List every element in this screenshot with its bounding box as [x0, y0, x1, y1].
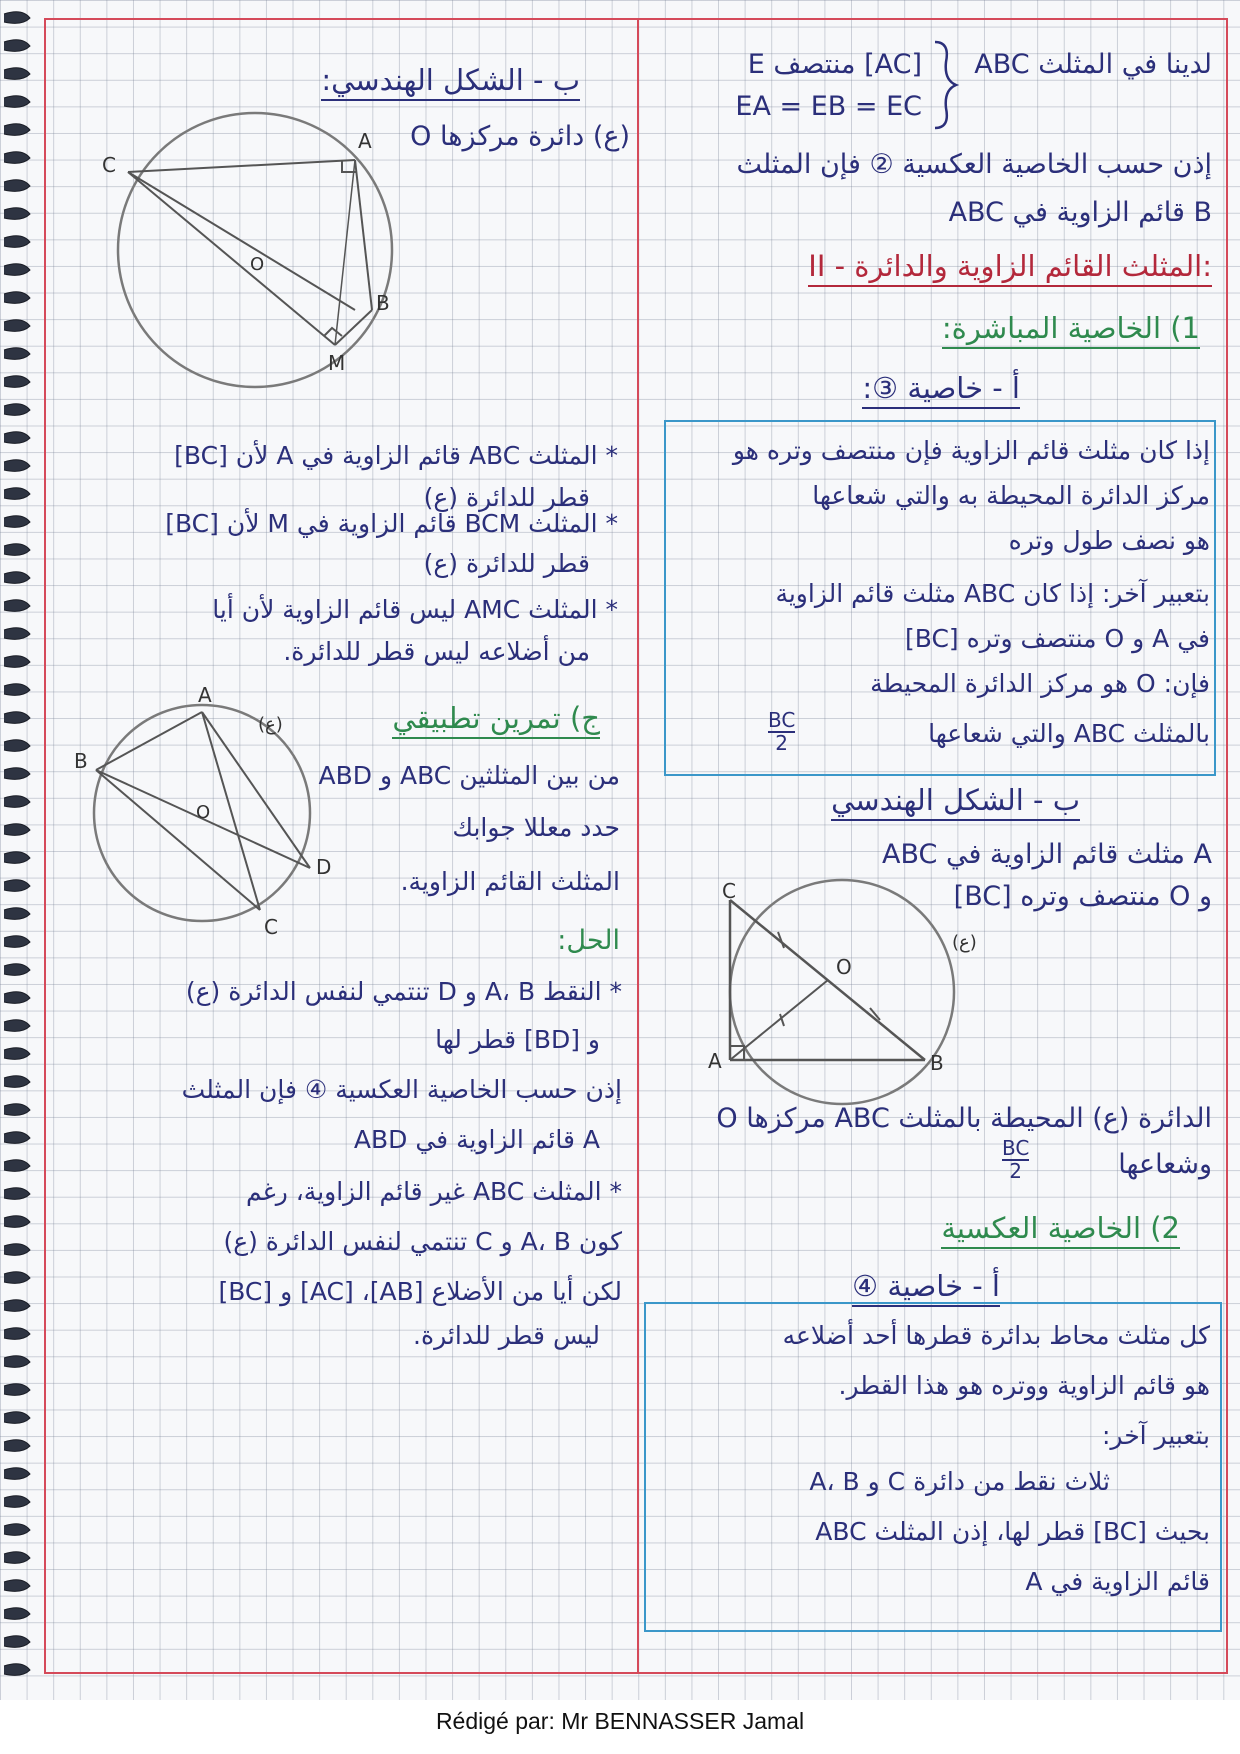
section-2-title: [808, 248, 1212, 284]
spiral-ring: [4, 208, 30, 220]
fig1-label-c: C: [102, 153, 116, 177]
spiral-ring: [4, 712, 30, 724]
box1-line-5: في A و O منتصف وتره [BC]: [904, 624, 1210, 653]
fig2-label-o: O: [196, 802, 211, 823]
fig2-label-c: C: [264, 915, 278, 939]
spiral-ring: [4, 152, 30, 164]
margin-top: [44, 18, 1228, 20]
spiral-ring: [4, 376, 30, 388]
vertex-b-label: B: [930, 1051, 944, 1075]
box1-line-1: إذا كان مثلث قائم الزاوية فإن منتصف وتره هو: [732, 436, 1210, 465]
left-note-2-line-1: * المثلث BCM قائم الزاوية في M لأن [BC]: [165, 509, 618, 538]
spiral-ring: [4, 1580, 30, 1592]
intro-line-3: ABC قائم الزاوية في B: [948, 197, 1212, 228]
spiral-ring: [4, 964, 30, 976]
sub-2-title: [941, 1210, 1180, 1246]
spiral-ring: [4, 992, 30, 1004]
side-ca: [128, 160, 355, 172]
spiral-ring: [4, 1356, 30, 1368]
spiral-ring: [4, 320, 30, 332]
circle-name-label: (ع): [952, 932, 977, 953]
side-ab: [355, 160, 372, 310]
left-circle-figure-1: [102, 100, 410, 390]
left-note-1-line-1: * المثلث ABC قائم الزاوية في A لأن [BC]: [174, 441, 618, 470]
spiral-ring: [4, 432, 30, 444]
solution-title: الحل:: [557, 925, 620, 956]
left-circle-figure-2: [74, 683, 332, 940]
spiral-ring: [4, 740, 30, 752]
box1-line-3: هو نصف طول وتره: [1008, 526, 1210, 555]
solution-line-4: ABD قائم الزاوية في A: [353, 1125, 600, 1154]
margin-bottom: [44, 1672, 1228, 1674]
vertex-c-label: C: [722, 879, 736, 903]
spiral-ring: [4, 600, 30, 612]
box1-fraction-num: BC: [768, 708, 796, 732]
left-note-3-line-1: * المثلث AMC ليس قائم الزاوية لأن أيا: [212, 595, 618, 624]
spiral-ring: [4, 936, 30, 948]
spiral-ring: [4, 852, 30, 864]
spiral-ring: [4, 1636, 30, 1648]
spiral-ring: [4, 460, 30, 472]
vertex-a-label: A: [708, 1049, 722, 1073]
after-figure-2: وشعاعها: [1118, 1149, 1212, 1180]
spiral-ring: [4, 1496, 30, 1508]
right-figure-title: [831, 782, 1080, 818]
left-figure-title: [321, 62, 580, 98]
spiral-ring: [4, 908, 30, 920]
right-figure-title-text: ب - الشكل الهندسي: [831, 783, 1080, 821]
side-ac: [202, 712, 260, 910]
spiral-ring: [4, 824, 30, 836]
side-ba: [96, 712, 202, 770]
spiral-ring: [4, 572, 30, 584]
spiral-ring: [4, 1440, 30, 1452]
box1-fraction-den: 2: [775, 731, 789, 755]
left-note-2-line-2: قطر للدائرة (ع): [423, 549, 590, 578]
solution-line-7: لكن أيا من الأضلاع [AB]، [AC] و [BC]: [218, 1277, 622, 1306]
left-note-3-line-2: من أضلاعه ليس قطر للدائرة.: [283, 637, 590, 666]
side-ad: [202, 712, 310, 868]
spiral-ring: [4, 1216, 30, 1228]
fig2-label-b: B: [74, 749, 88, 773]
side-bm: [335, 310, 372, 345]
solution-line-6: كون A، B و C تنتمي لنفس الدائرة (ع): [223, 1227, 622, 1256]
spiral-ring: [4, 1188, 30, 1200]
spiral-ring: [4, 348, 30, 360]
spiral-ring: [4, 628, 30, 640]
intro-given: لدينا في المثلث ABC: [974, 49, 1212, 80]
spiral-ring: [4, 880, 30, 892]
spiral-ring: [4, 1384, 30, 1396]
spiral-ring: [4, 404, 30, 416]
box1-line-6: فإن: O هو مركز الدائرة المحيطة: [870, 669, 1210, 698]
sub-1-title: [942, 310, 1200, 346]
spiral-ring: [4, 1048, 30, 1060]
sub-1-title-text: 1) الخاصية المباشرة:: [942, 311, 1200, 349]
spiral-ring: [4, 516, 30, 528]
property-4-title: [852, 1268, 1000, 1304]
solution-line-5: * المثلث ABC غير قائم الزاوية، رغم: [245, 1177, 622, 1206]
fig2-label-a: A: [198, 683, 212, 707]
sub-2-title-text: 2) الخاصية العكسية: [941, 1211, 1180, 1249]
intro-line-2: إذن حسب الخاصية العكسية ② فإن المثلث: [736, 149, 1212, 180]
box1-line-7: بالمثلث ABC والتي شعاعها: [928, 719, 1210, 748]
after-figure-fraction-num: BC: [1002, 1136, 1030, 1160]
solution-line-2: و [BD] قطر لها: [435, 1025, 600, 1054]
spiral-ring: [4, 488, 30, 500]
center-o-label: O: [836, 955, 852, 979]
right-figure-desc-2: و O منتصف وتره [BC]: [953, 881, 1212, 912]
exercise-line-2: حدد معللا جوابك: [452, 813, 620, 842]
side-am: [335, 160, 355, 345]
fig1-label-m: M: [328, 351, 346, 375]
spiral-ring: [4, 264, 30, 276]
spiral-ring: [4, 1104, 30, 1116]
spiral-ring: [4, 1160, 30, 1172]
property-3-title: [862, 370, 1020, 406]
spiral-ring: [4, 1076, 30, 1088]
fig1-label-o: O: [250, 254, 265, 275]
left-figure-title-text: ب - الشكل الهندسي:: [321, 63, 580, 101]
section-2-title-text: II - المثلث القائم الزاوية والدائرة:: [808, 249, 1212, 287]
spiral-ring: [4, 96, 30, 108]
spiral-ring: [4, 1412, 30, 1424]
spiral-ring: [4, 1608, 30, 1620]
spiral-ring: [4, 124, 30, 136]
spiral-binding: [0, 0, 44, 1700]
right-figure-desc-1: ABC مثلث قائم الزاوية في A: [881, 839, 1212, 870]
spiral-ring: [4, 1468, 30, 1480]
intro-cond-2: EA = EB = EC: [735, 91, 922, 122]
spiral-ring: [4, 12, 30, 24]
spiral-ring: [4, 1020, 30, 1032]
left-note-1-line-2: قطر للدائرة (ع): [423, 483, 590, 512]
margin-center: [637, 18, 639, 1674]
left-circle-desc: (ع) دائرة مركزها O: [410, 121, 630, 152]
spiral-ring: [4, 796, 30, 808]
exercise-title-text: ج) تمرين تطبيقي: [392, 701, 600, 739]
box2-line-4: A، B و C ثلاث نقط من دائرة: [809, 1467, 1110, 1496]
box2-line-5: بحيث [BC] قطر لها، إذن المثلث ABC: [815, 1517, 1210, 1546]
fig2-label-d: D: [316, 855, 332, 879]
side-cm: [128, 172, 335, 345]
spiral-ring: [4, 40, 30, 52]
margin-right: [1226, 18, 1228, 1674]
margin-left: [44, 18, 46, 1674]
spiral-ring: [4, 684, 30, 696]
spiral-ring: [4, 1272, 30, 1284]
box1-line-2: مركز الدائرة المحيطة به والتي شعاعها: [812, 481, 1210, 510]
box2-line-2: هو قائم الزاوية ووتره هو هذا القطر.: [838, 1371, 1210, 1400]
diameter-cb: [128, 172, 355, 310]
spiral-ring: [4, 656, 30, 668]
side-bc: [96, 770, 260, 910]
solution-line-1: * النقط A، B و D تنتمي لنفس الدائرة (ع): [185, 977, 622, 1006]
spiral-ring: [4, 236, 30, 248]
exercise-title: [392, 700, 600, 736]
spiral-ring: [4, 180, 30, 192]
right-angle-m: [324, 328, 342, 336]
solution-line-3: إذن حسب الخاصية العكسية ④ فإن المثلث: [181, 1075, 622, 1104]
intro-brace-icon: [930, 40, 960, 130]
right-circle-figure: [708, 879, 1000, 1102]
spiral-ring: [4, 1524, 30, 1536]
box1-fraction: [768, 710, 795, 754]
fig1-label-b: B: [376, 291, 390, 315]
spiral-ring: [4, 544, 30, 556]
box2-line-3: بتعبير آخر:: [1101, 1421, 1210, 1450]
spiral-ring: [4, 1132, 30, 1144]
spiral-ring: [4, 1300, 30, 1312]
fig2-circle-label: (ع): [258, 714, 283, 735]
exercise-line-3: المثلث القائم الزاوية.: [400, 867, 620, 896]
intro-cond-1: E منتصف [AC]: [747, 49, 922, 80]
after-figure-fraction: [1002, 1138, 1029, 1182]
spiral-ring: [4, 1328, 30, 1340]
footer-credit: Rédigé par: Mr BENNASSER Jamal: [435, 1708, 805, 1734]
after-figure-fraction-den: 2: [1009, 1159, 1023, 1183]
spiral-ring: [4, 292, 30, 304]
box2-line-6: قائم الزاوية في A: [1025, 1567, 1210, 1596]
box2-line-1: كل مثلث محاط بدائرة قطرها أحد أضلاعه: [782, 1321, 1210, 1350]
exercise-line-1: من بين المثلثين ABC و ABD: [318, 761, 620, 790]
solution-line-8: ليس قطر للدائرة.: [413, 1321, 600, 1350]
after-figure-1: الدائرة (ع) المحيطة بالمثلث ABC مركزها O: [716, 1103, 1212, 1134]
spiral-ring: [4, 1552, 30, 1564]
property-3-title-text: أ - خاصية ③:: [862, 371, 1020, 409]
spiral-ring: [4, 1244, 30, 1256]
property-4-title-text: أ - خاصية ④: [852, 1269, 1000, 1307]
fig1-label-a: A: [358, 129, 372, 153]
box1-line-4: بتعبير آخر: إذا كان ABC مثلث قائم الزاوية: [775, 579, 1210, 608]
spiral-ring: [4, 68, 30, 80]
spiral-ring: [4, 768, 30, 780]
spiral-ring: [4, 1664, 30, 1676]
